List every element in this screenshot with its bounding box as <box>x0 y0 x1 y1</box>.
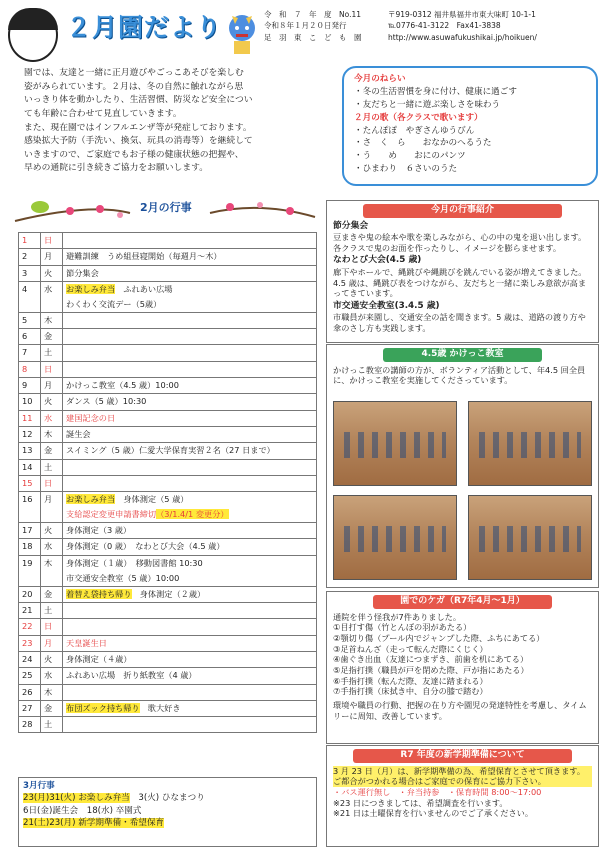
schedule-row <box>19 717 317 733</box>
schedule-event <box>63 586 317 602</box>
schedule-weekday: 火 <box>41 523 63 539</box>
schedule-highlight: 着替え袋持ち帰り <box>66 588 132 599</box>
schedule-row <box>19 443 317 459</box>
schedule-event <box>63 443 317 459</box>
schedule-day: 24 <box>19 651 41 667</box>
schedule-event <box>63 345 317 361</box>
schedule-event <box>63 619 317 635</box>
march-line: 6日(金)誕生会 18(水) 卒園式 <box>23 805 142 816</box>
march-line <box>23 817 312 829</box>
schedule-text: 身体測定（１歳） 移動図書館 10:30 <box>66 557 203 568</box>
march-date: 21(土)23(月) <box>23 818 76 829</box>
schedule-highlight: お楽しみ弁当 <box>66 283 116 294</box>
song-item: ・ひまわり ６さいのうた <box>354 164 458 175</box>
schedule-row <box>19 668 317 684</box>
schedule-weekday: 日 <box>41 233 63 249</box>
schedule-row <box>19 233 317 249</box>
schedule-weekday: 土 <box>41 345 63 361</box>
issue-info <box>264 9 362 43</box>
schedule-highlight: （3/1.4/1 変更分） <box>156 509 229 520</box>
prep-conditions <box>333 787 592 798</box>
kakekko-photo <box>468 495 592 580</box>
new-term-prep-box <box>326 745 599 847</box>
march-event: 3(火) ひなまつり <box>129 793 205 804</box>
schedule-weekday: 木 <box>41 555 63 586</box>
phone-fax: ℡0776-41-3122 Fax41-3838 <box>388 21 501 31</box>
schedule-event-line <box>66 249 313 264</box>
schedule-event-line <box>66 556 313 571</box>
schedule-event-line <box>66 652 313 667</box>
schedule-event <box>63 700 317 716</box>
schedule-event-line: わくわく交流デー（5歳） <box>66 298 162 309</box>
schedule-event-line <box>66 523 313 538</box>
schedule-weekday: 金 <box>41 700 63 716</box>
schedule-weekday: 日 <box>41 619 63 635</box>
injury-item: ③足首ねんざ（走って転んだ際にくじく） <box>333 643 488 654</box>
schedule-day: 18 <box>19 539 41 555</box>
schedule-event <box>63 475 317 491</box>
schedule-day: 14 <box>19 459 41 475</box>
schedule-day: 13 <box>19 443 41 459</box>
schedule-text: 避難訓練 うめ組昼寝開始（毎週月～木） <box>66 251 222 262</box>
schedule-event <box>63 555 317 586</box>
schedule-weekday: 月 <box>41 249 63 265</box>
schedule-day: 25 <box>19 668 41 684</box>
schedule-day: 3 <box>19 265 41 281</box>
event-title: なわとび大会(4.5 歳) <box>333 255 422 266</box>
schedule-text: 歌大好き <box>139 702 181 713</box>
schedule-row <box>19 329 317 345</box>
schedule-day: 1 <box>19 233 41 249</box>
schedule-event <box>63 651 317 667</box>
song-item: ・さ く ら おなかのへるうた <box>354 138 492 149</box>
schedule-row <box>19 426 317 442</box>
schedule-event-line <box>66 282 313 297</box>
song-item: ・う め おにのパンツ <box>354 151 466 162</box>
schedule-text: 支給認定変更申請書締切 <box>66 509 157 520</box>
schedule-event-line <box>66 492 313 507</box>
schedule-event-line <box>66 636 313 651</box>
schedule-weekday: 木 <box>41 312 63 328</box>
schedule-event-line <box>66 507 313 522</box>
schedule-day: 2 <box>19 249 41 265</box>
injuries-heading: 園でのケガ（R7年4月～1月） <box>373 595 552 609</box>
website-link[interactable]: http://www.asuwafukushikai.jp/hoikuen/ <box>388 32 537 42</box>
schedule-event <box>63 523 317 539</box>
schedule-table <box>18 232 317 733</box>
schedule-event <box>63 635 317 651</box>
schedule-row <box>19 523 317 539</box>
prep-condition: ・弁当持参 <box>398 787 440 797</box>
intro-line: いきますので、ご家庭でもお子様の健康状態の把握や、 <box>24 149 244 160</box>
schedule-event-line <box>66 427 313 442</box>
kakekko-box <box>326 344 599 588</box>
schedule-row <box>19 281 317 312</box>
song-item: ・たんぽぽ やぎさんゆうびん <box>354 125 475 136</box>
schedule-event <box>63 603 317 619</box>
schedule-row <box>19 410 317 426</box>
injury-item: ①目打す傷（竹とんぼの羽があたる） <box>333 622 472 633</box>
schedule-day: 15 <box>19 475 41 491</box>
kakekko-photo <box>468 401 592 486</box>
injuries-box <box>326 591 599 744</box>
schedule-highlight: お楽しみ弁当 <box>66 494 116 505</box>
intro-text <box>24 67 336 176</box>
schedule-text: ふれあい広場 <box>115 283 173 294</box>
schedule-row <box>19 312 317 328</box>
schedule-event <box>63 378 317 394</box>
schedule-event-line <box>66 266 313 281</box>
schedule-text: 身体測定（3 歳） <box>66 525 132 536</box>
schedule-event <box>63 459 317 475</box>
march-date: 23(月)31(火) <box>23 793 76 804</box>
address: 〒919-0312 福井県福井市東大味町 10-1-1 <box>388 10 536 19</box>
events-intro-box <box>326 200 599 343</box>
injury-item: ⑤足指打撲（職員が戸を閉めた際、戸が指にあたる） <box>333 664 529 675</box>
schedule-weekday: 月 <box>41 492 63 523</box>
event-body: 市職員が来園し、交通安全の話を聞きます。5 歳は、道路の渡り方や傘のさし方も実践します。 <box>333 312 586 333</box>
schedule-row <box>19 700 317 716</box>
schedule-day: 20 <box>19 586 41 602</box>
march-event: 新学期準備・希望保育 <box>75 818 165 829</box>
schedule-day: 19 <box>19 555 41 586</box>
schedule-weekday: 火 <box>41 651 63 667</box>
schedule-row <box>19 361 317 377</box>
schedule-row <box>19 345 317 361</box>
schedule-weekday: 金 <box>41 586 63 602</box>
events-heading: 今月の行事紹介 <box>363 204 562 218</box>
schedule-event-line <box>66 443 313 458</box>
schedule-weekday: 木 <box>41 426 63 442</box>
schedule-text: 節分集会 <box>66 267 99 278</box>
goals-heading: 今月のねらい <box>354 74 406 84</box>
schedule-event-line <box>66 394 313 409</box>
songs-heading: ２月の歌（各クラスで歌います） <box>354 112 483 123</box>
schedule-highlight: 布団ズック持ち帰り <box>66 702 140 713</box>
kakekko-heading: 4.5歳 かけっこ教室 <box>383 348 542 362</box>
schedule-row <box>19 603 317 619</box>
schedule-weekday: 土 <box>41 459 63 475</box>
page-title: ２月園だより <box>66 13 223 42</box>
schedule-row <box>19 249 317 265</box>
schedule-weekday: 金 <box>41 329 63 345</box>
mascot-girl-illustration <box>8 8 58 62</box>
schedule-text: 身体測定（5 歳） <box>115 494 189 505</box>
schedule-text: かけっこ教室（4.5 歳）10:00 <box>66 380 179 391</box>
schedule-event <box>63 394 317 410</box>
schedule-weekday: 水 <box>41 281 63 312</box>
event-body: 廊下やホールで、縄跳びや縄跳びを跳んでいる姿が増えてきました。4.5 歳は、縄跳び表をつけながら、友だちと一緒に楽しみ意欲が高まってきています。 <box>333 266 587 299</box>
issue-number: 令 和 ７ 年 度 No.11 <box>264 10 361 19</box>
schedule-event <box>63 492 317 523</box>
event-title: 節分集会 <box>333 220 369 231</box>
oni-mascot-illustration <box>222 10 262 56</box>
goal-item: ・友だちと一緒に遊ぶ楽しさを味わう <box>354 99 501 110</box>
schedule-day: 17 <box>19 523 41 539</box>
schedule-weekday: 日 <box>41 361 63 377</box>
schedule-day: 8 <box>19 361 41 377</box>
schedule-event <box>63 233 317 249</box>
schedule-row <box>19 394 317 410</box>
prep-heading: R7 年度の新学期準備について <box>353 749 572 763</box>
schedule-weekday: 土 <box>41 717 63 733</box>
injury-item: ⑦手指打撲（床拭き中、自分の膝で踏む） <box>333 686 488 697</box>
schedule-weekday: 水 <box>41 410 63 426</box>
schedule-event <box>63 717 317 733</box>
injury-item: ⑥手指打撲（転んだ際、友達に踏まれる） <box>333 675 488 686</box>
monthly-goals-box <box>342 66 598 186</box>
schedule-text: 身体測定（４歳） <box>66 653 132 664</box>
schedule-row <box>19 555 317 586</box>
schedule-event <box>63 410 317 426</box>
schedule-weekday: 火 <box>41 265 63 281</box>
march-events-box <box>18 777 317 847</box>
kakekko-photo <box>333 495 457 580</box>
schedule-event-line <box>66 411 313 426</box>
schedule-event <box>63 684 317 700</box>
intro-line: 感染拡大予防（手洗い、換気、玩具の消毒等）を継続して <box>24 136 253 147</box>
schedule-weekday: 火 <box>41 394 63 410</box>
schedule-row <box>19 459 317 475</box>
schedule-event <box>63 281 317 312</box>
intro-line: 早めの通院に引き続きご協力をお願いします。 <box>24 163 209 174</box>
schedule-day: 22 <box>19 619 41 635</box>
schedule-text: 天皇誕生日 <box>66 637 107 648</box>
schedule-day: 6 <box>19 329 41 345</box>
schedule-event-line <box>66 701 313 716</box>
schedule-weekday: 日 <box>41 475 63 491</box>
schedule-day: 27 <box>19 700 41 716</box>
schedule-event-line <box>66 539 313 554</box>
schedule-row <box>19 635 317 651</box>
schedule-day: 5 <box>19 312 41 328</box>
intro-line: いっきり体を動かしたり、生活習慣、防災など安全につい <box>24 95 253 106</box>
schedule-event <box>63 426 317 442</box>
schedule-row <box>19 619 317 635</box>
prep-condition: ・バス運行無し <box>333 787 391 797</box>
schedule-text: ダンス（5 歳）10:30 <box>66 396 147 407</box>
schedule-day: 16 <box>19 492 41 523</box>
schedule-row <box>19 539 317 555</box>
schedule-event <box>63 668 317 684</box>
schedule-event-line <box>66 668 313 683</box>
schedule-event <box>63 361 317 377</box>
school-name: 足 羽 東 こ ど も 園 <box>264 32 362 42</box>
schedule-text: 身体測定（２歳） <box>131 588 206 599</box>
schedule-row <box>19 684 317 700</box>
injury-item: ②顎切り傷（プール内でジャンプした際、ふちにあてる） <box>333 633 545 643</box>
schedule-day: 9 <box>19 378 41 394</box>
schedule-row <box>19 475 317 491</box>
injuries-lead: 通院を伴う怪我が7件ありました。 <box>333 611 462 622</box>
contact-info <box>388 9 537 43</box>
schedule-day: 21 <box>19 603 41 619</box>
schedule-event <box>63 265 317 281</box>
schedule-weekday: 木 <box>41 684 63 700</box>
kakekko-photo <box>333 401 457 486</box>
intro-line: 姿がみられています。２月は、冬の自然に触れながら思 <box>24 81 244 92</box>
schedule-day: 28 <box>19 717 41 733</box>
intro-line: ても年齢に合わせて見直していきます。 <box>24 108 182 119</box>
goal-item: ・冬の生活習慣を身に付け、健康に過ごす <box>354 86 517 97</box>
schedule-weekday: 月 <box>41 378 63 394</box>
schedule-event <box>63 249 317 265</box>
schedule-event-line <box>66 587 313 602</box>
schedule-event <box>63 312 317 328</box>
schedule-weekday: 水 <box>41 539 63 555</box>
schedule-text: スイミング（5 歳）仁愛大学保育実習２名（27 日まで） <box>66 445 275 456</box>
event-title: 市交通安全教室(3.4.5 歳) <box>333 300 440 311</box>
march-heading: 3月行事 <box>23 781 55 791</box>
kakekko-body: かけっこ教室の講師の方が、ボランティア活動として、年4.5 回全員に、かけっこ教室を実施してくださっています。 <box>333 364 586 386</box>
schedule-row <box>19 378 317 394</box>
prep-paragraph: 3 月 23 日（月）は、新学期準備の為、希望保育とさせて頂きます。ご都合がつかれる場合はご家庭での保育にご協力下さい。 <box>333 766 592 787</box>
schedule-day: 4 <box>19 281 41 312</box>
issue-date: 令和８年１月２０日発行 <box>264 21 347 31</box>
schedule-weekday: 月 <box>41 635 63 651</box>
schedule-weekday: 土 <box>41 603 63 619</box>
schedule-day: 23 <box>19 635 41 651</box>
schedule-weekday: 金 <box>41 443 63 459</box>
schedule-event <box>63 539 317 555</box>
schedule-text: 建国記念の日 <box>66 412 116 423</box>
schedule-row <box>19 492 317 523</box>
schedule-row <box>19 586 317 602</box>
prep-note: ※21 日は土曜保育を行いませんのでご了承ください。 <box>333 808 534 819</box>
schedule-row <box>19 651 317 667</box>
schedule-day: 7 <box>19 345 41 361</box>
injuries-note: 環境や職員の行動、把握の在り方や園児の発達特性を考慮し、タイムリーに周知、改善しています。 <box>333 699 587 721</box>
intro-line: 園では、友達と一緒に正月遊びやごっこあそびを楽しむ <box>24 68 244 78</box>
schedule-text: 身体測定（0 歳） なわとび大会（4.5 歳） <box>66 541 225 552</box>
schedule-day: 10 <box>19 394 41 410</box>
schedule-heading: 2月の行事 <box>140 201 192 214</box>
prep-condition: ・保育時間 8:00～17:00 <box>447 787 542 797</box>
injury-item: ④歯ぐき出血（友達につまずき、前歯を机にあてる） <box>333 654 529 665</box>
schedule-event-line: 市交通安全教室（5 歳）10:00 <box>66 572 180 583</box>
intro-line: また、現在園ではインフルエンザ等が発症しております。 <box>24 122 252 133</box>
schedule-day: 26 <box>19 684 41 700</box>
march-line <box>23 792 312 804</box>
prep-note: ※23 日につきましては、希望調査を行います。 <box>333 797 508 808</box>
march-event: お楽しみ弁当 <box>75 793 130 804</box>
schedule-row <box>19 265 317 281</box>
schedule-day: 11 <box>19 410 41 426</box>
schedule-weekday: 水 <box>41 668 63 684</box>
schedule-text: 誕生会 <box>66 428 91 439</box>
schedule-event-line <box>66 378 313 393</box>
schedule-text: ふれあい広場 折り紙教室（4 歳） <box>66 670 197 681</box>
schedule-event <box>63 329 317 345</box>
schedule-day: 12 <box>19 426 41 442</box>
event-body: 豆まきや鬼の絵本や歌を楽しみながら、心の中の鬼を退い出します。各クラスで鬼のお面を作ったりし、イメージを膨らませます。 <box>333 232 587 253</box>
